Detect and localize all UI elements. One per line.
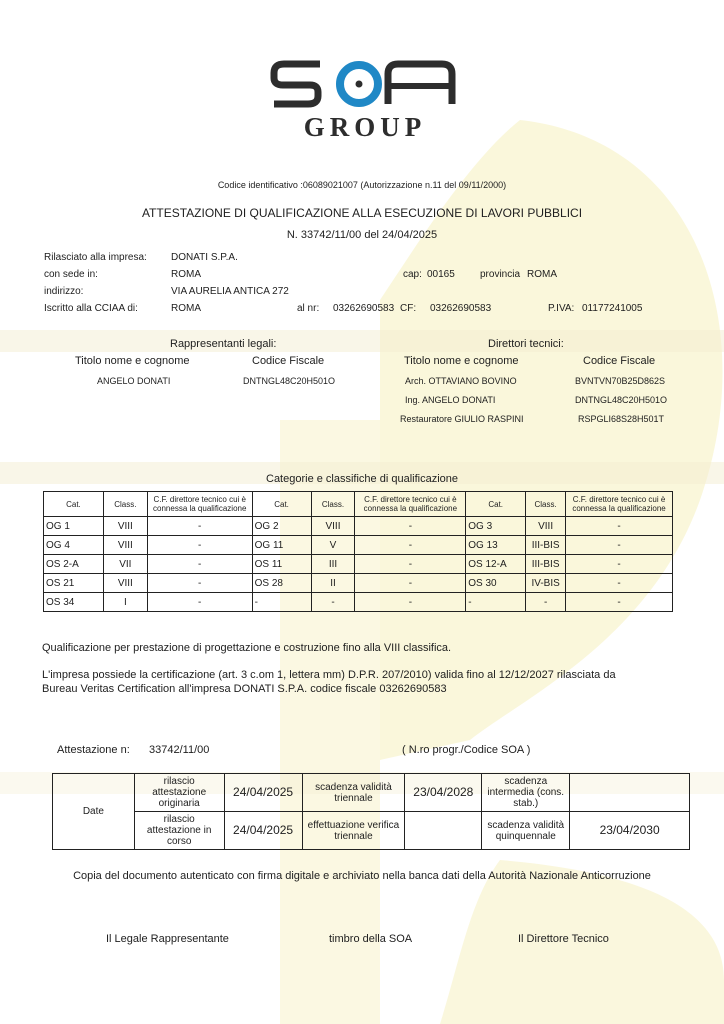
class-cell: -	[311, 593, 355, 612]
scadenza-quinquennale-label: scadenza validità quinquennale	[482, 812, 570, 850]
class-cell: VIII	[311, 517, 355, 536]
class-cell: VII	[103, 555, 147, 574]
technical-row-cf: RSPGLI68S28H501T	[578, 414, 665, 424]
attestation-number: 33742/11/00	[149, 744, 210, 756]
cf-cell: -	[355, 574, 466, 593]
label-piva: P.IVA:	[548, 303, 575, 314]
value-cap: 00165	[427, 269, 455, 280]
scadenza-triennale-value: 23/04/2028	[405, 774, 482, 812]
cat-cell: OS 30	[466, 574, 526, 593]
table-row	[44, 555, 673, 574]
categories-header-row	[44, 492, 673, 517]
label-cciaa: Iscritto alla CCIAA di:	[44, 303, 138, 314]
label-cf: CF:	[400, 303, 417, 314]
cf-cell: -	[147, 555, 252, 574]
cf-cell: -	[355, 517, 466, 536]
header-cat: Cat.	[466, 492, 526, 517]
class-cell: III-BIS	[526, 536, 566, 555]
cat-cell: -	[466, 593, 526, 612]
cf-cell: -	[147, 517, 252, 536]
logo-group-text: GROUP	[303, 112, 427, 140]
categories-table	[43, 491, 673, 612]
cf-cell: -	[355, 555, 466, 574]
soa-group-logo	[270, 58, 460, 140]
cf-cell: -	[355, 593, 466, 612]
class-cell: V	[311, 536, 355, 555]
legal-col-cf: Codice Fiscale	[252, 355, 325, 367]
rilascio-corso-label: rilascio attestazione in corso	[134, 812, 224, 850]
document-number: N. 33742/11/00 del 24/04/2025	[286, 229, 438, 241]
cat-cell: -	[252, 593, 311, 612]
dates-row-2	[53, 812, 690, 850]
cf-cell: -	[566, 593, 673, 612]
paragraph-design-qualification: Qualificazione per prestazione di progettazione e costruzione fino alla VIII classifica.	[42, 642, 452, 654]
document-title: ATTESTAZIONE DI QUALIFICAZIONE ALLA ESECUZIONE DI LAVORI PUBBLICI	[141, 206, 583, 220]
scadenza-triennale-label: scadenza validità triennale	[302, 774, 405, 812]
class-cell: I	[103, 593, 147, 612]
legal-row-cf: DNTNGL48C20H501O	[243, 376, 336, 386]
verifica-triennale-value	[405, 812, 482, 850]
value-indirizzo: VIA AURELIA ANTICA 272	[171, 286, 289, 297]
cat-cell: OS 34	[44, 593, 104, 612]
technical-row-name: Restauratore GIULIO RASPINI	[400, 414, 524, 424]
class-cell: -	[526, 593, 566, 612]
cf-cell: -	[355, 536, 466, 555]
attestation-label: Attestazione n:	[57, 744, 130, 756]
cf-cell: -	[566, 555, 673, 574]
label-impresa: Rilasciato alla impresa:	[44, 252, 147, 263]
technical-row-name: Arch. OTTAVIANO BOVINO	[405, 376, 517, 386]
cat-cell: OG 1	[44, 517, 104, 536]
value-impresa: DONATI S.P.A.	[171, 252, 238, 263]
cat-cell: OG 11	[252, 536, 311, 555]
cat-cell: OG 2	[252, 517, 311, 536]
technical-col-cf: Codice Fiscale	[583, 355, 656, 367]
header-class: Class.	[526, 492, 566, 517]
dates-table	[52, 773, 690, 850]
cat-cell: OG 4	[44, 536, 104, 555]
rilascio-corso-value: 24/04/2025	[224, 812, 302, 850]
header-cf-director: C.F. direttore tecnico cui è connessa la qualificazione	[147, 492, 252, 517]
technical-row-cf: DNTNGL48C20H501O	[575, 395, 668, 405]
cat-cell: OS 2-A	[44, 555, 104, 574]
cat-cell: OS 21	[44, 574, 104, 593]
value-alnr: 03262690583	[333, 303, 395, 314]
header-cf-director: C.F. direttore tecnico cui è connessa la qualificazione	[566, 492, 673, 517]
technical-heading: Direttori tecnici:	[488, 338, 564, 350]
technical-row-cf: BVNTVN70B25D862S	[575, 376, 666, 386]
attestation-note: ( N.ro progr./Codice SOA )	[402, 744, 531, 756]
label-cap: cap:	[403, 269, 422, 280]
label-sede: con sede in:	[44, 269, 98, 280]
signature-soa-stamp: timbro della SOA	[329, 933, 413, 945]
class-cell: III-BIS	[526, 555, 566, 574]
label-indirizzo: indirizzo:	[44, 286, 84, 297]
value-piva: 01177241005	[582, 303, 643, 314]
class-cell: VIII	[103, 574, 147, 593]
value-cf: 03262690583	[430, 303, 492, 314]
code-line: Codice identificativo :06089021007 (Autorizzazione n.11 del 09/11/2000)	[217, 180, 507, 190]
cat-cell: OS 11	[252, 555, 311, 574]
dates-label: Date	[53, 774, 135, 850]
class-cell: VIII	[526, 517, 566, 536]
class-cell: IV-BIS	[526, 574, 566, 593]
signature-legal-representative: Il Legale Rappresentante	[106, 933, 229, 945]
paragraph-certification-line1: L'impresa possiede la certificazione (art. 3 c.om 1, lettera mm) D.P.R. 207/2010) valida fino al 12/12/2027 rilasciata da	[42, 669, 616, 681]
class-cell: III	[311, 555, 355, 574]
label-provincia: provincia	[480, 269, 521, 280]
cf-cell: -	[147, 536, 252, 555]
dates-row-1	[53, 774, 690, 812]
cat-cell: OS 12-A	[466, 555, 526, 574]
legal-row-name: ANGELO DONATI	[97, 376, 171, 386]
cf-cell: -	[147, 593, 252, 612]
header-cat: Cat.	[252, 492, 311, 517]
class-cell: II	[311, 574, 355, 593]
rilascio-originaria-label: rilascio attestazione originaria	[134, 774, 224, 812]
cat-cell: OG 3	[466, 517, 526, 536]
table-row	[44, 536, 673, 555]
verifica-triennale-label: effettuazione verifica triennale	[302, 812, 405, 850]
soa-logo-mark	[270, 58, 460, 140]
signature-technical-director: Il Direttore Tecnico	[518, 933, 609, 945]
table-row	[44, 593, 673, 612]
header-class: Class.	[311, 492, 355, 517]
rilascio-originaria-value: 24/04/2025	[224, 774, 302, 812]
header-class: Class.	[103, 492, 147, 517]
legal-col-name: Titolo nome e cognome	[75, 355, 190, 367]
scadenza-quinquennale-value: 23/04/2030	[570, 812, 690, 850]
value-provincia: ROMA	[527, 269, 557, 280]
copy-note: Copia del documento autenticato con firma digitale e archiviato nella banca dati della Autorità Nazionale Anticorruzione	[73, 870, 651, 882]
paragraph-certification-line2: Bureau Veritas Certification all'impresa DONATI S.P.A. codice fiscale 03262690583	[42, 683, 447, 695]
class-cell: VIII	[103, 517, 147, 536]
legal-heading: Rappresentanti legali:	[170, 338, 277, 350]
header-cf-director: C.F. direttore tecnico cui è connessa la qualificazione	[355, 492, 466, 517]
value-cciaa: ROMA	[171, 303, 201, 314]
cf-cell: -	[566, 536, 673, 555]
technical-row-name: Ing. ANGELO DONATI	[405, 395, 496, 405]
header-cat: Cat.	[44, 492, 104, 517]
cf-cell: -	[566, 574, 673, 593]
value-sede: ROMA	[171, 269, 201, 280]
scadenza-intermedia-label: scadenza intermedia (cons. stab.)	[482, 774, 570, 812]
table-row	[44, 574, 673, 593]
cf-cell: -	[566, 517, 673, 536]
technical-col-name: Titolo nome e cognome	[404, 355, 519, 367]
class-cell: VIII	[103, 536, 147, 555]
cf-cell: -	[147, 574, 252, 593]
scadenza-intermedia-value	[570, 774, 690, 812]
categories-heading: Categorie e classifiche di qualificazione	[266, 473, 458, 485]
table-row	[44, 517, 673, 536]
cat-cell: OS 28	[252, 574, 311, 593]
cat-cell: OG 13	[466, 536, 526, 555]
label-alnr: al nr:	[297, 303, 320, 314]
